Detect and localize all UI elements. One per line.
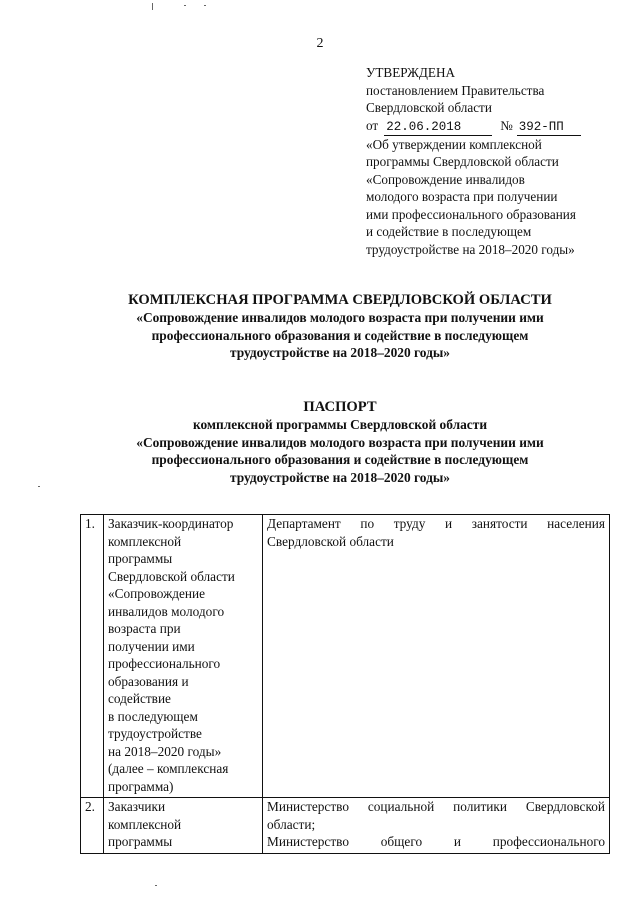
row-number: 2. [81,798,104,854]
label-line: в последующем [108,708,198,724]
scan-mark [204,5,206,6]
value-line: Департамент по труду и занятости населения [267,516,605,531]
table-row [81,798,610,854]
approval-subject-line: «Сопровождение инвалидов [366,171,525,187]
label-line: Заказчик-координатор [108,516,234,531]
approval-date: 22.06.2018 [384,120,492,136]
date-prefix: от [366,117,379,133]
label-line: инвалидов молодого [108,603,225,619]
approval-subject-line: и содействие в последующем [366,224,532,239]
row-label [104,798,263,854]
passport-table [80,514,610,854]
label-line: образования и [108,673,189,689]
approval-number: 392-ПП [517,120,581,136]
program-subtitle-line: «Сопровождение инвалидов молодого возраста при получении ими [136,310,544,325]
row-value [263,515,610,798]
label-line: комплексной [108,816,182,832]
approval-subject-line: ими профессионального образования [366,206,576,222]
program-heading [60,291,620,362]
approval-line: постановлением Правительства [366,82,545,98]
approval-line: Свердловской области [366,100,492,115]
passport-heading [60,398,620,486]
label-line: получении ими [108,638,195,654]
approval-title: УТВЕРЖДЕНА [366,65,456,80]
scan-mark [152,3,153,10]
label-line: профессионального [108,656,221,671]
approval-subject-line: «Об утверждении комплексной [366,136,542,152]
value-line: Министерство социальной политики Свердловской [267,799,605,814]
scan-mark [184,5,186,6]
value-line: Свердловской области [267,533,394,549]
label-line: на 2018–2020 годы» [108,743,222,759]
label-line: (далее – комплексная [108,761,229,776]
program-subtitle-line: трудоустройстве на 2018–2020 годы» [229,345,451,360]
row-value [263,798,610,854]
passport-subtitle-line: профессионального образования и содействие в последующем [151,452,529,467]
row-label [104,515,263,798]
label-line: программы [108,551,173,566]
page-number: 2 [316,36,324,51]
program-title: КОМПЛЕКСНАЯ ПРОГРАММА СВЕРДЛОВСКОЙ ОБЛАСТИ [128,292,552,308]
label-line: программа) [108,778,174,794]
label-line: Свердловской области [108,568,235,584]
label-line: трудоустройстве [108,726,202,741]
number-sign: № [500,117,513,133]
label-line: программы [108,834,173,849]
row-number: 1. [81,515,104,798]
approval-date-line [366,117,616,136]
table-row [81,515,610,798]
approval-subject-line: трудоустройстве на 2018–2020 годы» [366,241,575,257]
label-line: «Сопровождение [108,586,206,601]
passport-title: ПАСПОРТ [303,399,377,415]
scan-mark [38,486,40,487]
passport-subtitle-line: комплексной программы Свердловской области [192,417,488,432]
label-line: содействие [108,691,171,706]
value-line: области; [267,816,316,832]
label-line: комплексной [108,533,182,549]
label-line: Заказчики [108,799,166,814]
value-line: Министерство общего и профессионального [267,834,605,849]
approval-subject-line: молодого возраста при получении [366,189,558,204]
approval-subject-line: программы Свердловской области [366,154,559,169]
passport-subtitle-line: «Сопровождение инвалидов молодого возраста при получении ими [136,434,544,450]
approval-block [366,64,616,258]
scan-mark [155,885,157,886]
label-line: возраста при [108,621,181,636]
program-subtitle-line: профессионального образования и содействие в последующем [151,327,529,343]
passport-subtitle-line: трудоустройстве на 2018–2020 годы» [229,469,451,485]
